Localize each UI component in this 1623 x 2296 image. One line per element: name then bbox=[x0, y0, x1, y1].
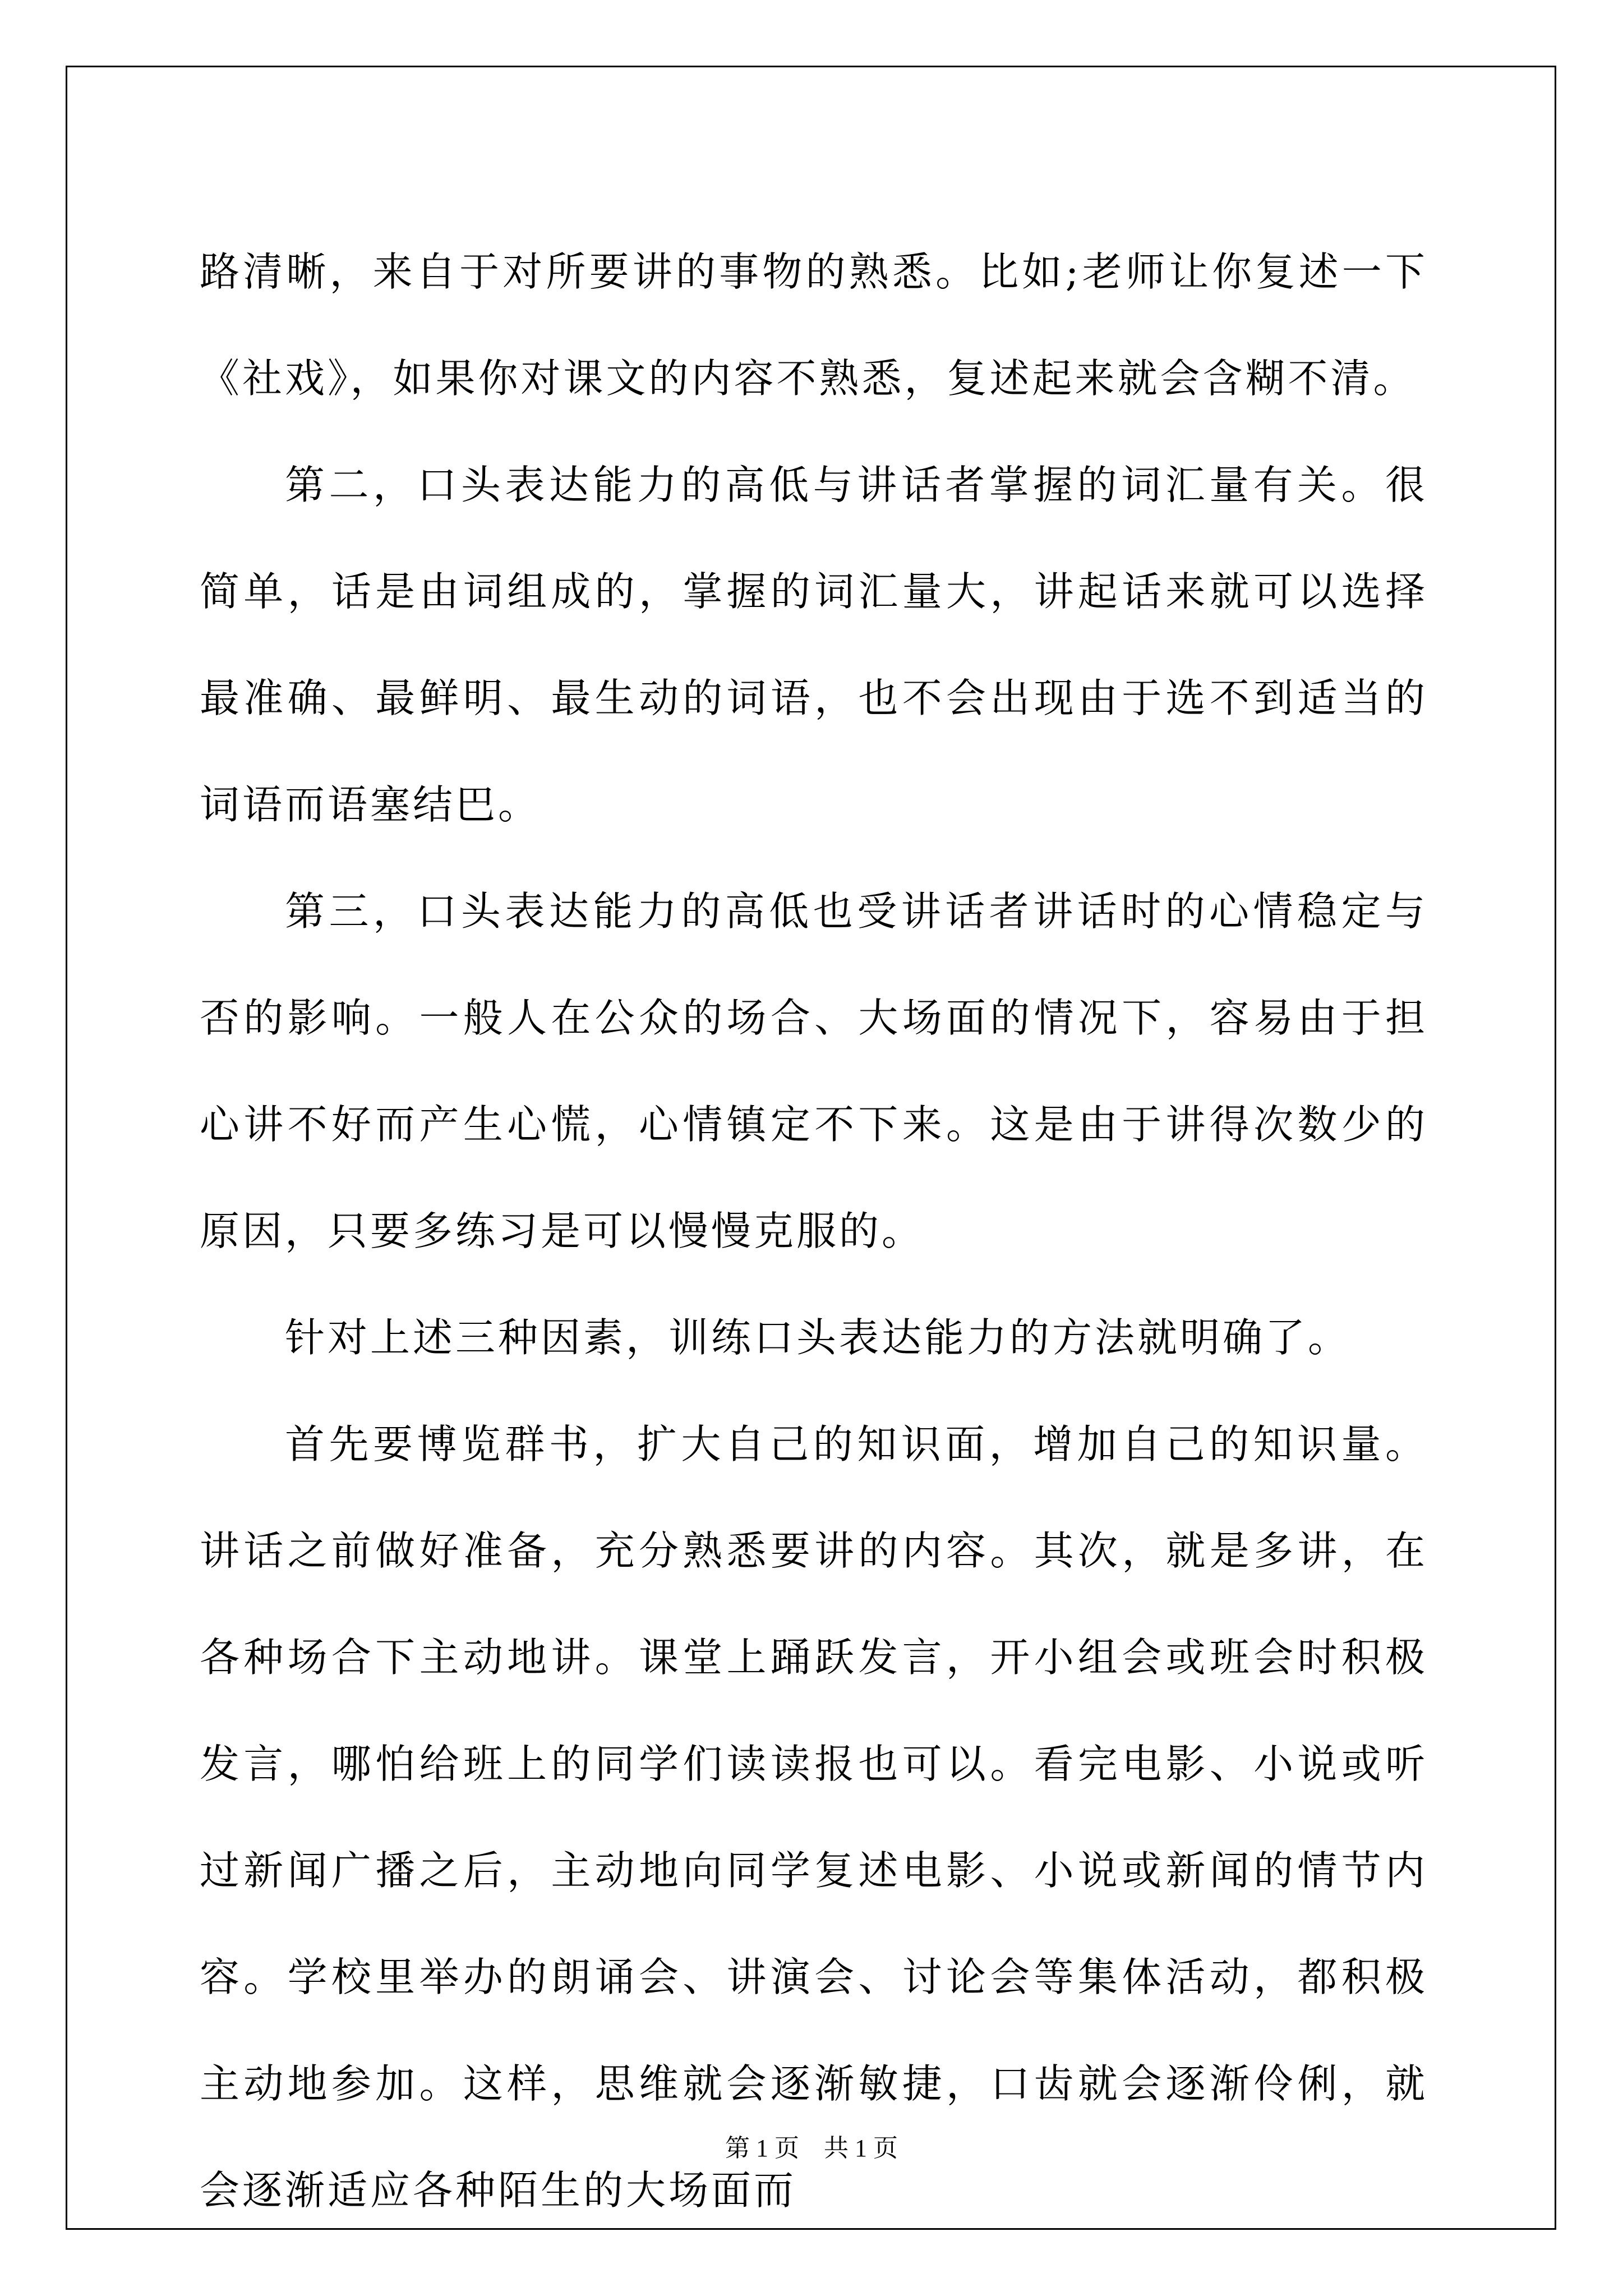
paragraph-4: 针对上述三种因素，训练口头表达能力的方法就明确了。 bbox=[285, 1314, 1351, 1361]
page-footer bbox=[0, 2132, 1623, 2165]
document-body bbox=[200, 219, 1428, 2244]
paragraph-1: 路清晰，来自于对所要讲的事物的熟悉。比如;老师让你复述一下《社戏》，如果你对课文的内容不熟悉，复述起来就会含糊不清。 bbox=[200, 249, 1428, 402]
paragraph-2: 第二，口头表达能力的高低与讲话者掌握的词汇量有关。很简单，话是由词组成的，掌握的词汇量大，讲起话来就可以选择最准确、最鲜明、最生动的词语，也不会出现由于选不到适当的词语而语塞结巴。 bbox=[200, 462, 1428, 828]
page-number: 第 1 页 bbox=[725, 2134, 799, 2162]
paragraph-5: 首先要博览群书，扩大自己的知识面，增加自己的知识量。讲话之前做好准备，充分熟悉要讲的内容。其次，就是多讲，在各种场合下主动地讲。课堂上踊跃发言，开小组会或班会时积极发言，哪怕给班上的同学们读读报也可以。看完电影、小说或听过新闻广播之后，主动地向同学复述电影、小说或新闻的情节内容。学校里举办的朗诵会、讲演会、讨论会等集体活动，都积极主动地参加。这样，思维就会逐渐敏捷，口齿就会逐渐伶俐，就会逐渐适应各种陌生的大场面而 bbox=[200, 1421, 1428, 2214]
page-total: 共 1 页 bbox=[824, 2134, 898, 2162]
paragraph-3: 第三，口头表达能力的高低也受讲话者讲话时的心情稳定与否的影响。一般人在公众的场合、大场面的情况下，容易由于担心讲不好而产生心慌，心情镇定不下来。这是由于讲得次数少的原因，只要多练习是可以慢慢克服的。 bbox=[200, 888, 1428, 1254]
